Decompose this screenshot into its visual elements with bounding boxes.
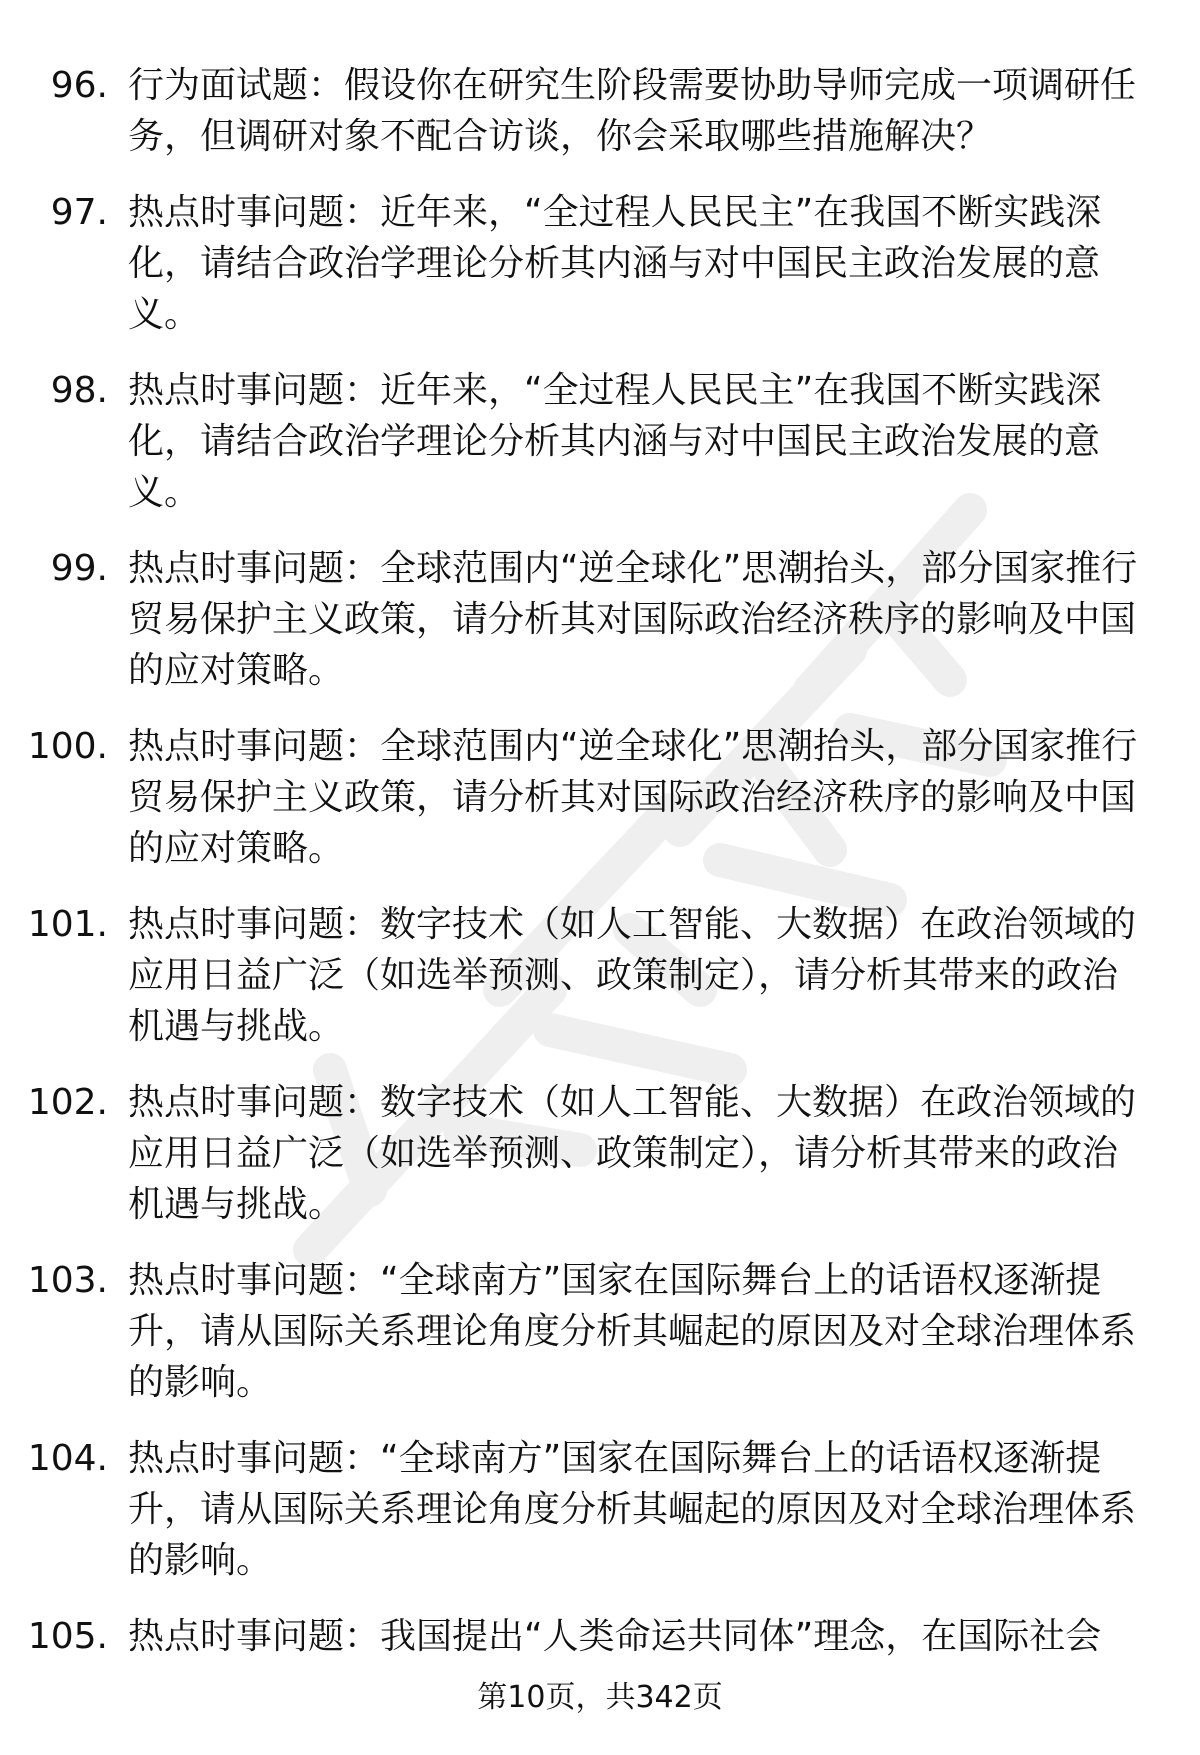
question-text: 热点时事问题：数字技术（如人工智能、大数据）在政治领域的应用日益广泛（如选举预测、政策制定），请分析其带来的政治机遇与挑战。 <box>128 1082 1137 1225</box>
list-item <box>0 365 1200 518</box>
question-text: 热点时事问题：数字技术（如人工智能、大数据）在政治领域的应用日益广泛（如选举预测、政策制定），请分析其带来的政治机遇与挑战。 <box>128 904 1137 1047</box>
question-number: 99. <box>50 548 108 589</box>
question-number: 104. <box>27 1438 108 1479</box>
question-number: 96. <box>50 65 108 106</box>
question-number: 98. <box>50 370 108 411</box>
page-footer <box>0 1678 1200 1718</box>
question-text: 行为面试题：假设你在研究生阶段需要协助导师完成一项调研任务，但调研对象不配合访谈，你会采取哪些措施解决？ <box>128 65 1137 157</box>
question-list <box>0 60 1200 1687</box>
list-item <box>0 721 1200 874</box>
page-number-label: 第10页，共342页 <box>477 1680 723 1715</box>
list-item <box>0 1611 1200 1662</box>
list-item <box>0 899 1200 1052</box>
list-item <box>0 543 1200 696</box>
question-number: 105. <box>27 1616 108 1657</box>
question-text: 热点时事问题：“全球南方”国家在国际舞台上的话语权逐渐提升，请从国际关系理论角度分析其崛起的原因及对全球治理体系的影响。 <box>128 1260 1137 1403</box>
question-number: 101. <box>27 904 108 945</box>
question-text: 热点时事问题：我国提出“人类命运共同体”理念，在国际社会 <box>128 1616 1102 1657</box>
question-text: 热点时事问题：“全球南方”国家在国际舞台上的话语权逐渐提升，请从国际关系理论角度分析其崛起的原因及对全球治理体系的影响。 <box>128 1438 1137 1581</box>
list-item <box>0 1433 1200 1586</box>
question-text: 热点时事问题：近年来，“全过程人民民主”在我国不断实践深化，请结合政治学理论分析其内涵与对中国民主政治发展的意义。 <box>128 192 1102 335</box>
question-text: 热点时事问题：近年来，“全过程人民民主”在我国不断实践深化，请结合政治学理论分析其内涵与对中国民主政治发展的意义。 <box>128 370 1102 513</box>
list-item <box>0 1255 1200 1408</box>
question-number: 102. <box>27 1082 108 1123</box>
question-number: 103. <box>27 1260 108 1301</box>
question-number: 97. <box>50 192 108 233</box>
list-item <box>0 1077 1200 1230</box>
question-text: 热点时事问题：全球范围内“逆全球化”思潮抬头，部分国家推行贸易保护主义政策，请分析其对国际政治经济秩序的影响及中国的应对策略。 <box>128 548 1138 691</box>
list-item <box>0 60 1200 162</box>
question-number: 100. <box>27 726 108 767</box>
question-text: 热点时事问题：全球范围内“逆全球化”思潮抬头，部分国家推行贸易保护主义政策，请分析其对国际政治经济秩序的影响及中国的应对策略。 <box>128 726 1138 869</box>
list-item <box>0 187 1200 340</box>
